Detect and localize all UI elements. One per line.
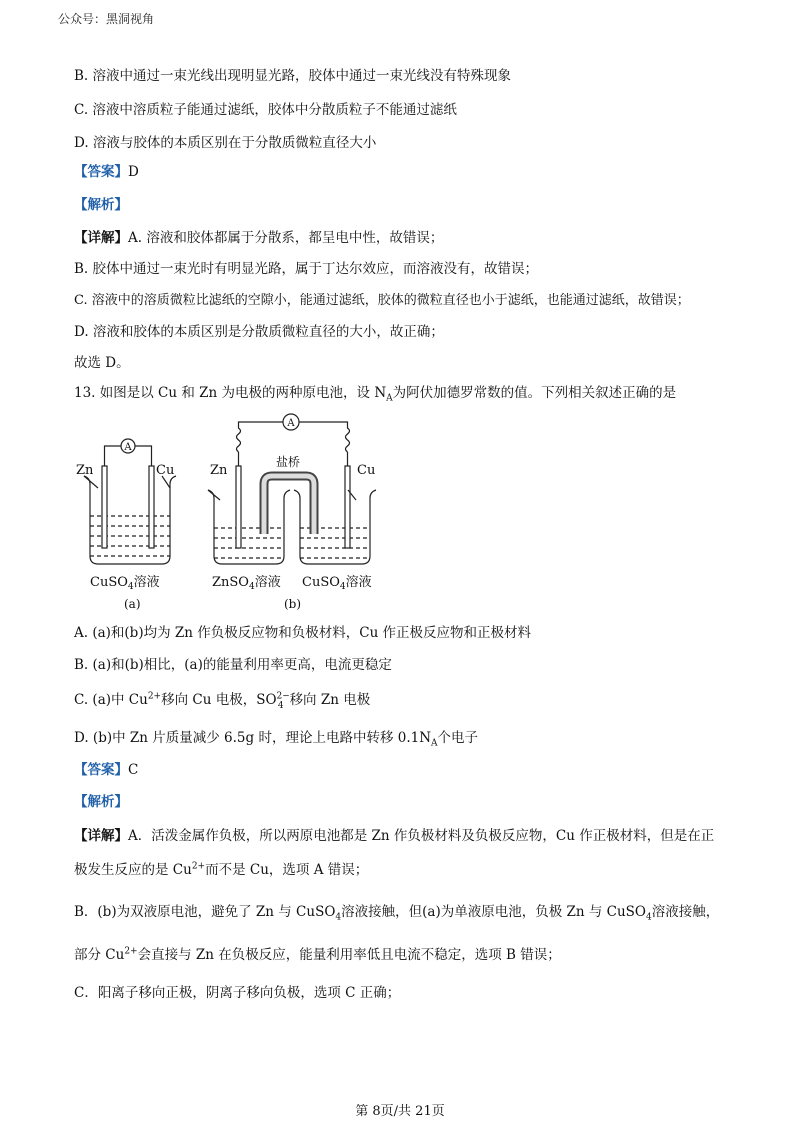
salt-bridge — [264, 476, 314, 534]
meter-b-label: A — [287, 418, 295, 429]
conclusion-1: 故选 D。 — [74, 355, 130, 371]
label-salt-bridge: 盐桥 — [276, 455, 301, 469]
sol-br-tail: 溶液 — [345, 575, 372, 590]
q13-sub: A — [386, 393, 393, 404]
beaker-b-right — [294, 466, 376, 564]
label-b-right-solution — [302, 574, 372, 592]
option-a: A. (a)和(b)均为 Zn 作负极反应物和负极材料，Cu 作正极反应物和正极材料 — [74, 625, 532, 641]
label-b-zn: Zn — [210, 463, 228, 478]
opt-c-1: C. (a)中 Cu — [74, 692, 148, 708]
caption-b: (b) — [284, 597, 302, 611]
analysis-tag: 【解析】 — [74, 197, 128, 213]
d2-a2-sup: 2+ — [191, 861, 206, 872]
opt-d-2: 个电子 — [437, 730, 479, 746]
sol-bl-sub: 4 — [248, 582, 255, 592]
question-13 — [74, 383, 676, 403]
d2-b1-1: B．(b)为双液原电池，避免了 Zn 与 CuSO — [74, 904, 336, 920]
label-b-left-solution — [212, 574, 281, 592]
beaker-b-left — [208, 466, 290, 564]
label-a-solution — [90, 574, 160, 592]
analysis-tag-2-text: 【解析】 — [74, 794, 128, 810]
galvanic-cell-figure — [70, 408, 400, 616]
option-d-prev: D. 溶液与胶体的本质区别在于分散质微粒直径大小 — [74, 135, 377, 151]
d2-b1-2: 溶液接触，但(a)为单液原电池，负极 Zn 与 CuSO — [341, 904, 646, 920]
option-d — [74, 728, 478, 748]
answer-tag: 【答案】 — [74, 164, 128, 180]
analysis-tag-1 — [74, 195, 128, 215]
detail-tag-2: 【详解】 — [74, 828, 128, 844]
label-a-cu: Cu — [156, 463, 175, 478]
detail2-line-a2 — [74, 860, 368, 880]
opt-c-2: 移向 Cu 电极，SO — [161, 692, 277, 708]
d2-b1-3: 溶液接触， — [651, 904, 720, 920]
d2-b2-sup: 2+ — [124, 946, 138, 957]
answer-value-2: C — [128, 762, 139, 778]
detail2-line-c: C．阳离子移向正极，阴离子移向负极，选项 C 正确； — [74, 985, 401, 1001]
option-b-prev: B. 溶液中通过一束光线出现明显光路，胶体中通过一束光线没有特殊现象 — [74, 68, 512, 84]
opt-d-sub: A — [431, 738, 438, 749]
sol-br-sub: 4 — [339, 582, 346, 592]
detail2-line-a1 — [74, 826, 714, 846]
sol-bl-tail: 溶液 — [254, 575, 281, 590]
option-c-prev: C. 溶液中溶质粒子能通过滤纸，胶体中分散质粒子不能通过滤纸 — [74, 102, 457, 118]
opt-c-sup1: 2+ — [147, 691, 162, 702]
d2-a2-2: 而不是 Cu，选项 A 错误； — [205, 862, 369, 878]
detail-tag: 【详解】 — [74, 230, 128, 246]
detail2-line-b1 — [74, 902, 719, 922]
detail-line-c-1: C. 溶液中的溶质微粒比滤纸的空隙小，能通过滤纸，胶体的微粒直径也小于滤纸，也能通过滤纸，故错误； — [74, 293, 690, 308]
sol-br-main: CuSO — [302, 575, 340, 590]
meter-a-label: A — [124, 442, 132, 453]
d2-b1-sub1: 4 — [335, 912, 342, 923]
opt-c-sub2: 4 — [277, 700, 284, 711]
detail2-line-b2 — [74, 945, 561, 965]
sol-bl-main: ZnSO — [212, 575, 249, 590]
detail-line-b-1: B. 胶体中通过一束光时有明显光路，属于丁达尔效应，而溶液没有，故错误； — [74, 261, 539, 277]
d2-a2-1: 极发生反应的是 Cu — [74, 862, 192, 878]
d2-b2-1: 部分 Cu — [74, 947, 125, 963]
option-c — [74, 690, 370, 710]
d2-b2-2: 会直接与 Zn 在负极反应，能量利用率低且电流不稳定，选项 B 错误； — [137, 947, 561, 963]
q13-text-b: 为阿伏加德罗常数的值。下列相关叙述正确的是 — [392, 385, 677, 401]
opt-d-1: D. (b)中 Zn 片质量减少 6.5g 时，理论上电路中转移 0.1N — [74, 730, 432, 746]
label-b-cu: Cu — [357, 463, 376, 478]
page-header: 公众号：黑洞视角 — [58, 12, 155, 26]
opt-c-sup2: 2− — [276, 691, 290, 702]
detail2-a1-text: A．活泼金属作负极，所以两原电池都是 Zn 作负极材料及负极反应物，Cu 作正极材料，但是在正 — [128, 828, 715, 844]
detail-line-d-1: D. 溶液和胶体的本质区别是分散质微粒直径的大小，故正确； — [74, 324, 444, 340]
answer-value: D — [128, 164, 139, 180]
answer-line-1 — [74, 162, 139, 182]
answer-tag-2: 【答案】 — [74, 762, 128, 778]
label-a-zn: Zn — [76, 463, 94, 478]
opt-c-3: 移向 Zn 电极 — [289, 692, 371, 708]
option-b: B. (a)和(b)相比，(a)的能量利用率更高，电流更稳定 — [74, 657, 392, 673]
answer-line-2 — [74, 760, 138, 780]
d2-b1-sub2: 4 — [646, 912, 652, 923]
detail-text: A. 溶液和胶体都属于分散系，都呈电中性，故错误； — [128, 230, 444, 246]
beaker-a — [84, 439, 176, 564]
caption-a: (a) — [124, 597, 141, 611]
analysis-tag-2 — [74, 792, 128, 812]
detail-line-a-1 — [74, 228, 443, 248]
sol-a-sub: 4 — [127, 582, 134, 592]
sol-a-main: CuSO — [90, 575, 128, 590]
page-footer: 第 8页/共 21页 — [355, 1104, 445, 1119]
sol-a-tail: 溶液 — [133, 575, 160, 590]
q13-text-a: 13. 如图是以 Cu 和 Zn 为电极的两种原电池，设 N — [74, 385, 387, 401]
